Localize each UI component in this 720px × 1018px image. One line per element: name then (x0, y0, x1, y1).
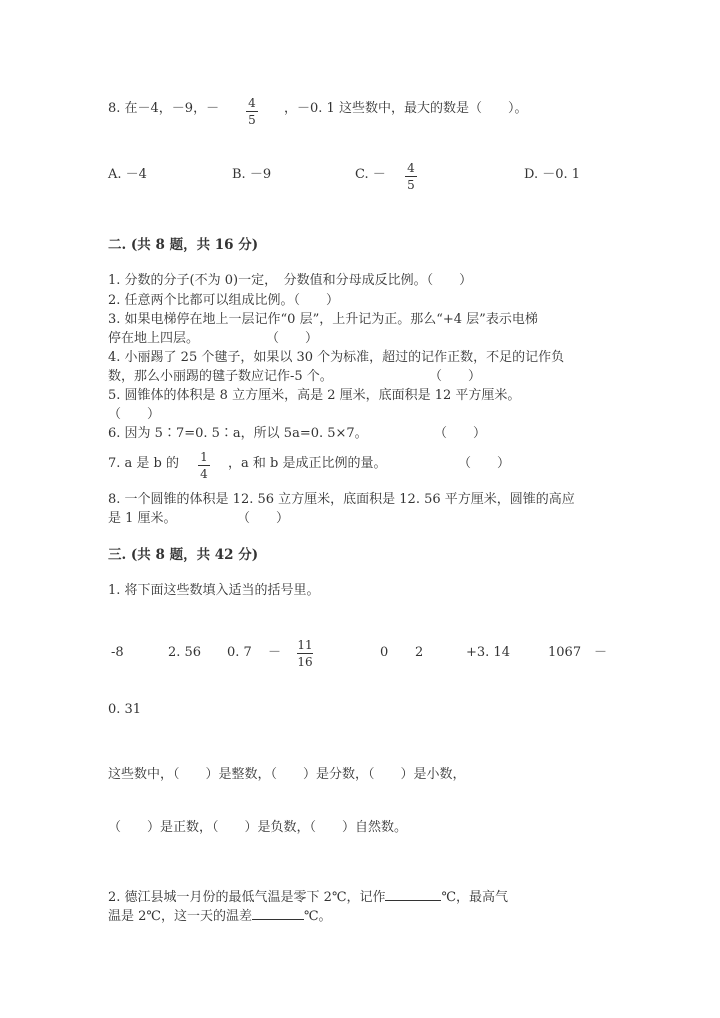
fraction-numerator: 4 (407, 161, 415, 175)
s2-q8-answer-paren: （ ） (237, 511, 290, 526)
s2-q4-line2: 数，那么小丽踢的毽子数应记作-5 个。 (108, 369, 333, 384)
s3-q2-line2-text-b: ℃。 (303, 909, 332, 924)
s3-q1-line1: 这些数中，（ ）是整数，（ ）是分数，（ ）是小数， (108, 767, 466, 782)
s2-q4-line1: 4. 小丽踢了 25 个毽子，如果以 30 个为标准，超过的记作正数，不足的记作负 (108, 350, 565, 365)
fraction-bar (246, 111, 258, 112)
s2-q4-answer-paren: （ ） (429, 369, 482, 384)
s2-q6-answer-paren: （ ） (434, 426, 487, 441)
s2-q8-line1: 8. 一个圆锥的体积是 12. 56 立方厘米，底面积是 12. 56 平方厘米，圆锥的高应 (108, 492, 575, 507)
s2-q5-line1: 5. 圆锥体的体积是 8 立方厘米，高是 2 厘米，底面积是 12 平方厘米。 (108, 388, 521, 403)
s3-q2-line2 (108, 907, 332, 925)
s2-q2: 2. 任意两个比都可以组成比例。（ ） (108, 293, 340, 308)
option-c-fraction (405, 161, 417, 192)
s2-q7-end: ，a 和 b 是成正比例的量。 (228, 456, 387, 471)
s2-q3-line2: 停在地上四层。 (108, 331, 200, 346)
fraction-bar (405, 176, 417, 177)
number-item: 0 (380, 645, 389, 660)
fraction-denominator: 5 (407, 178, 415, 192)
fraction-numerator: 1 (200, 450, 208, 464)
answer-blank[interactable] (385, 888, 441, 901)
s2-q8-line2: 是 1 厘米。 (108, 511, 177, 526)
number-item: -8 (111, 645, 124, 660)
fraction-denominator: 16 (297, 655, 313, 669)
s3-q1-prompt: 1. 将下面这些数填入适当的括号里。 (108, 583, 320, 598)
fraction-bar (297, 653, 313, 654)
fraction-numerator: 4 (248, 96, 256, 110)
fraction-numerator: 11 (297, 638, 313, 652)
fraction-bar (198, 465, 210, 466)
q8-stem-start: 8. 在－4，－9，－ (108, 101, 220, 116)
s3-q2-line2-text-a: 温是 2℃，这一天的温差 (108, 909, 252, 924)
s2-q1: 1. 分数的分子(不为 0)一定， 分数值和分母成反比例。（ ） (108, 273, 473, 288)
s2-q7-answer-paren: （ ） (458, 456, 511, 471)
number-item: 0. 7 (227, 645, 252, 660)
q8-fraction (246, 96, 258, 127)
q8-stem-end: ，－0. 1 这些数中，最大的数是（ ）。 (284, 101, 528, 116)
s2-q6: 6. 因为 5∶7=0. 5∶a，所以 5a=0. 5×7。 (108, 426, 368, 441)
fraction-denominator: 5 (248, 113, 256, 127)
option-b: B. －9 (232, 167, 272, 182)
s2-q3-answer-paren: （ ） (266, 331, 319, 346)
option-a: A. －4 (108, 167, 147, 182)
section2-heading: 二. (共 8 题，共 16 分) (108, 237, 259, 253)
s3-q1-line2: （ ）是正数，（ ）是负数，（ ）自然数。 (108, 820, 408, 835)
s3-q2-line1-text-a: 2. 德江县城一月份的最低气温是零下 2℃，记作 (108, 890, 386, 905)
number-item: 0. 31 (108, 702, 142, 717)
s2-q7-fraction (198, 450, 210, 481)
number-item-sign: － (268, 645, 282, 660)
fraction-denominator: 4 (200, 467, 208, 481)
number-item-sign: － (594, 645, 608, 660)
s2-q5-answer-paren: （ ） (108, 407, 161, 422)
s3-q2-line1-text-b: ℃，最高气 (441, 890, 509, 905)
number-item: 2 (415, 645, 424, 660)
number-item: +3. 14 (466, 645, 510, 660)
answer-blank[interactable] (252, 907, 304, 920)
option-d: D. －0. 1 (524, 167, 581, 182)
number-item-fraction (297, 638, 313, 669)
number-item: 2. 56 (168, 645, 202, 660)
s2-q7-start: 7. a 是 b 的 (108, 456, 180, 471)
s3-q2-line1 (108, 888, 508, 906)
option-c: C. － (355, 167, 386, 182)
section3-heading: 三. (共 8 题，共 42 分) (108, 547, 259, 563)
s2-q3-line1: 3. 如果电梯停在地上一层记作“0 层”，上升记为正。那么“+4 层”表示电梯 (108, 312, 538, 327)
number-item: 1067 (548, 645, 582, 660)
